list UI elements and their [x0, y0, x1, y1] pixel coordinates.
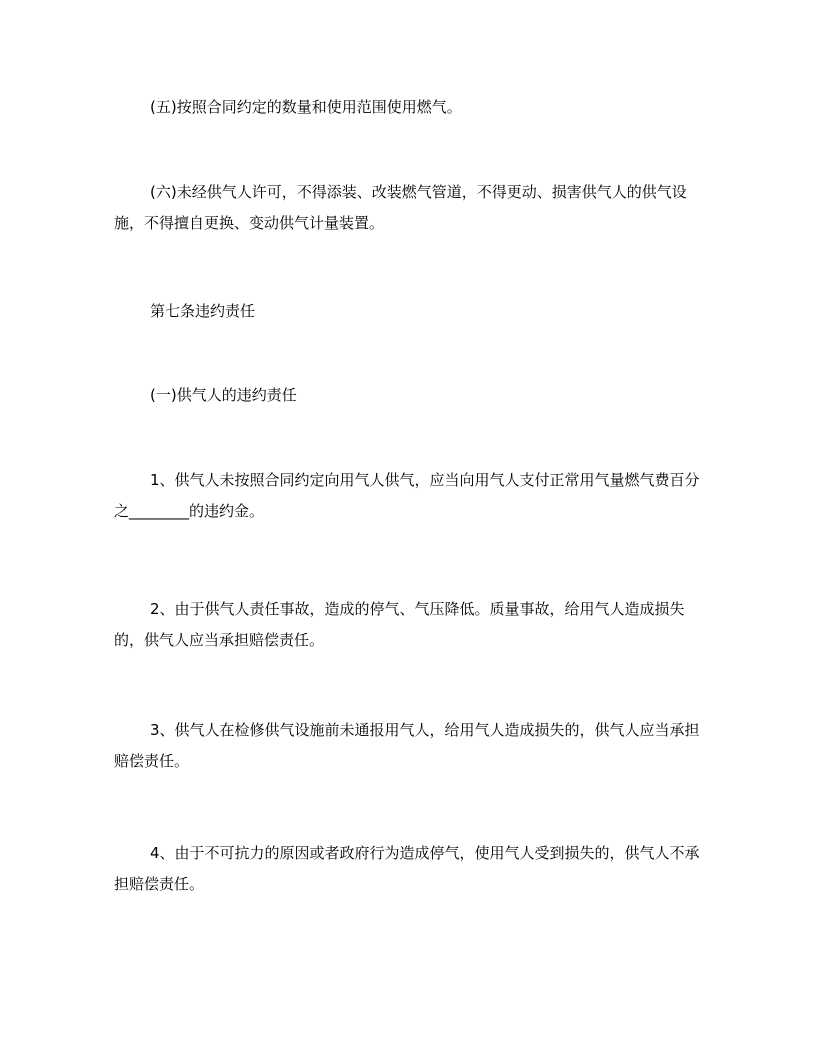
paragraph-clause-3: 3、供气人在检修供气设施前未通报用气人，给用气人造成损失的，供气人应当承担赔偿责任。	[114, 721, 700, 770]
paragraph-clause-4: 4、由于不可抗力的原因或者政府行为造成停气，使用气人受到损失的，供气人不承担赔偿责任。	[114, 844, 700, 893]
paragraph-clause-1: 1、供气人未按照合同约定向用气人供气，应当向用气人支付正常用气量燃气费百分之________的违约金。	[114, 471, 700, 520]
paragraph-item-6-no-modification: (六)未经供气人许可，不得添装、改装燃气管道，不得更动、损害供气人的供气设施，不得擅自更换、变动供气计量装置。	[114, 183, 687, 232]
section-heading-article-7: 第七条违约责任	[150, 302, 256, 320]
subsection-heading-supplier-liability: (一)供气人的违约责任	[150, 386, 297, 404]
paragraph-clause-2: 2、由于供气人责任事故，造成的停气、气压降低。质量事故，给用气人造成损失的，供气人应当承担赔偿责任。	[114, 600, 685, 649]
paragraph-item-5-usage: (五)按照合同约定的数量和使用范围使用燃气。	[150, 98, 462, 116]
